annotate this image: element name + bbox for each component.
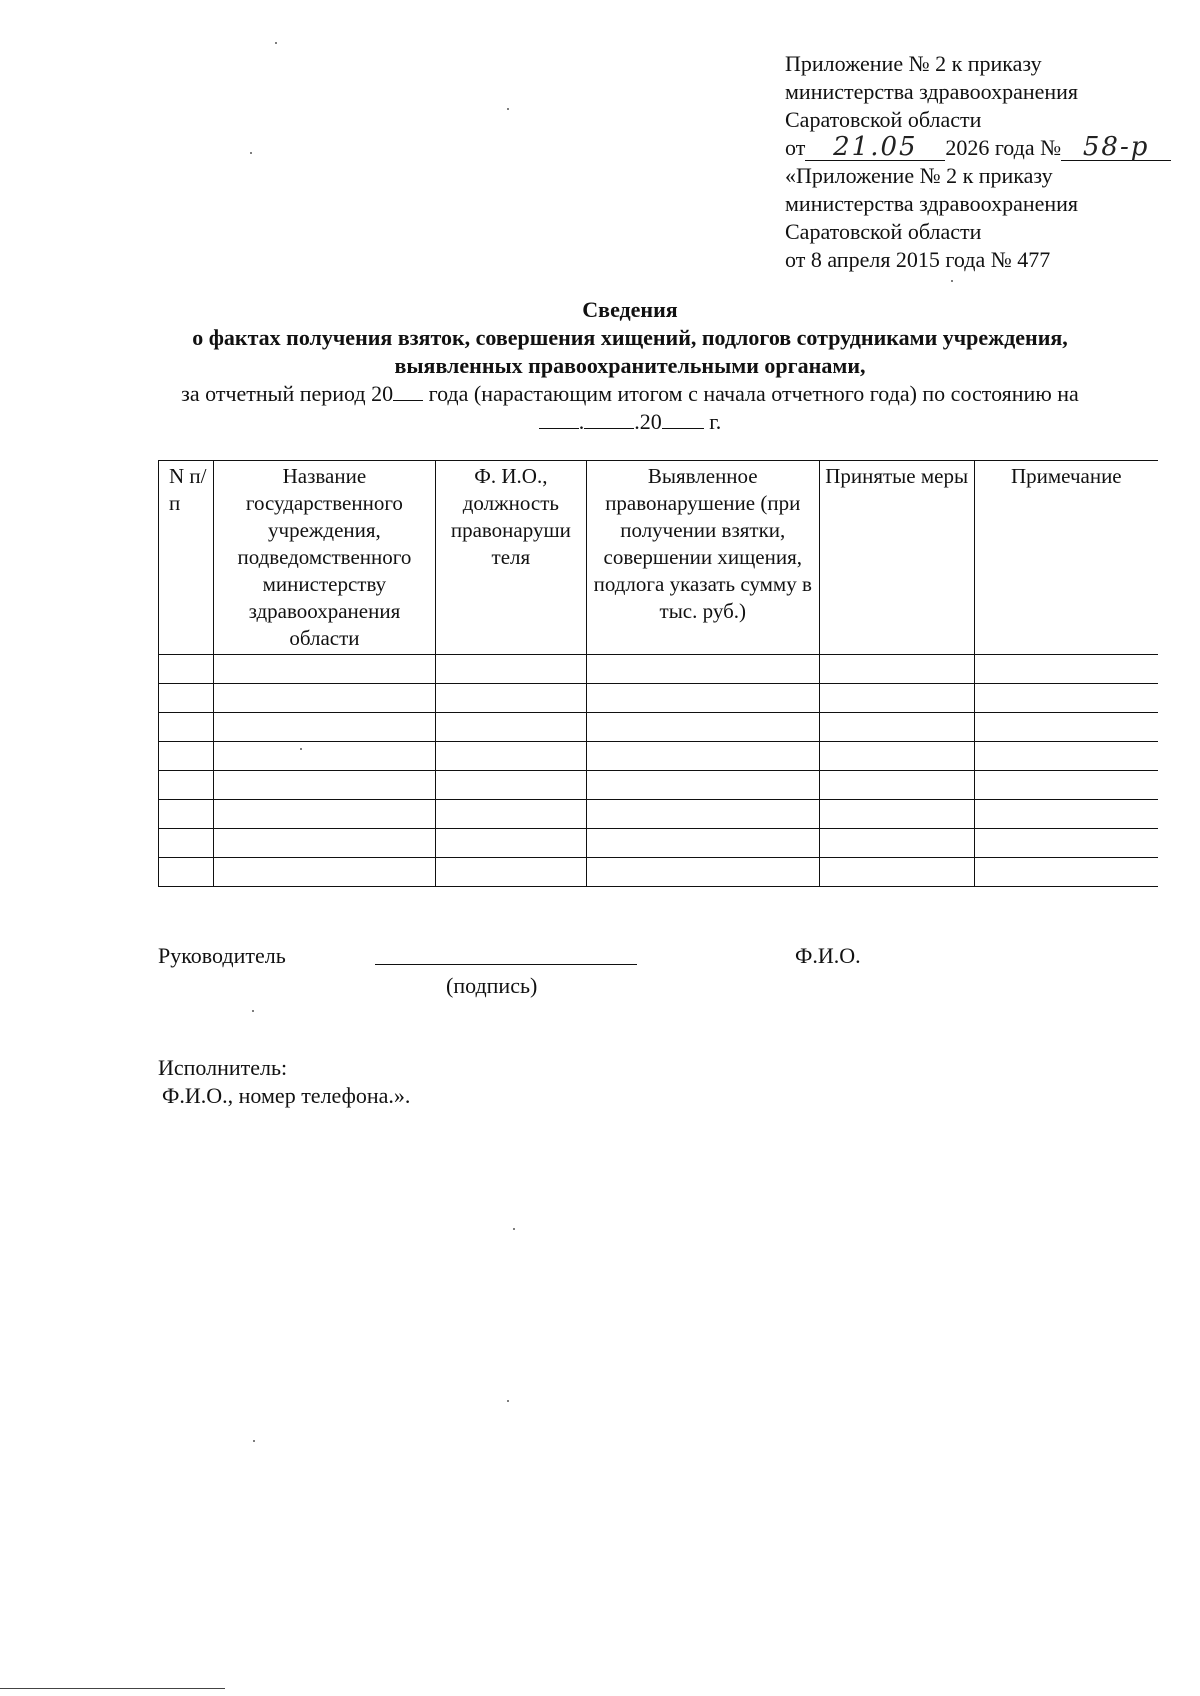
table-cell[interactable] [974,713,1158,742]
table-cell[interactable] [819,858,974,887]
table-cell[interactable] [435,771,586,800]
table-cell[interactable] [213,742,435,771]
table-row [159,771,1159,800]
scan-speck [507,1400,509,1402]
table-row [159,800,1159,829]
scan-edge-line [0,1688,225,1689]
report-title [150,296,1110,436]
period-text-a: за отчетный период 20 [181,381,394,406]
table-cell[interactable] [586,858,819,887]
table-cell[interactable] [159,684,214,713]
table-cell[interactable] [159,771,214,800]
report-table [158,460,1158,887]
table-row [159,829,1159,858]
table-cell[interactable] [819,829,974,858]
table-cell[interactable] [586,829,819,858]
table-header-row [159,461,1159,655]
executor-value: Ф.И.О., номер телефона.». [162,1083,411,1108]
date-suffix: г. [709,409,722,434]
appendix-line-2: министерства здравоохранения [785,79,1079,104]
table-cell[interactable] [974,742,1158,771]
header-measures: Принятые меры [819,461,974,655]
title-subtitle-1: о фактах получения взяток, совершения хищений, подлогов сотрудниками учреждения, [192,325,1068,350]
table-cell[interactable] [435,655,586,684]
table-cell[interactable] [819,800,974,829]
appendix-line-5: «Приложение № 2 к приказу [785,163,1053,188]
day-blank [539,410,579,429]
scan-speck [275,42,277,44]
executor-label: Исполнитель: [158,1055,288,1080]
table-cell[interactable] [586,800,819,829]
appendix-line-7: Саратовской области [785,219,982,244]
table-cell[interactable] [435,684,586,713]
header-note: Примечание [974,461,1158,655]
table-cell[interactable] [213,713,435,742]
table-cell[interactable] [213,655,435,684]
header-number: N п/п [159,461,214,655]
table-cell[interactable] [213,771,435,800]
table-cell[interactable] [586,684,819,713]
table-cell[interactable] [819,713,974,742]
manager-label: Руководитель [158,943,286,968]
scan-speck [253,1440,255,1442]
scan-speck [300,748,302,750]
table-cell[interactable] [435,829,586,858]
table-cell[interactable] [586,655,819,684]
table-row [159,684,1159,713]
table-cell[interactable] [159,829,214,858]
handwritten-order-number: 58-р [1061,134,1171,161]
period-line [150,380,1110,408]
table-cell[interactable] [974,858,1158,887]
table-cell[interactable] [213,858,435,887]
year-text: 2026 года № [945,135,1062,160]
handwritten-date: 21.05 [805,134,945,161]
table-row [159,858,1159,887]
table-row [159,713,1159,742]
appendix-line-8: от 8 апреля 2015 года № 477 [785,247,1051,272]
table-cell[interactable] [159,800,214,829]
table-cell[interactable] [819,771,974,800]
scan-speck [250,152,252,154]
table-cell[interactable] [974,655,1158,684]
table-cell[interactable] [586,713,819,742]
table-row [159,655,1159,684]
appendix-line-3: Саратовской области [785,107,982,132]
table-cell[interactable] [435,713,586,742]
table-cell[interactable] [213,829,435,858]
date-prefix: от [785,135,806,160]
table-cell[interactable] [213,684,435,713]
table-cell[interactable] [974,829,1158,858]
title-heading: Сведения [582,297,678,322]
appendix-header [785,50,1185,274]
manager-name-label: Ф.И.О. [795,943,861,968]
year-blank [393,382,423,401]
as-of-date-line [150,408,1110,436]
table-cell[interactable] [974,800,1158,829]
order-date-line [785,134,1185,162]
table-cell[interactable] [159,742,214,771]
table-cell[interactable] [819,742,974,771]
date-sep-1: . [578,409,585,434]
scan-speck [252,1010,254,1012]
table-cell[interactable] [435,742,586,771]
appendix-line-1: Приложение № 2 к приказу [785,51,1042,76]
table-cell[interactable] [819,655,974,684]
table-cell[interactable] [159,858,214,887]
period-text-b: года (нарастающим итогом с начала отчетного года) по состоянию на [428,381,1079,406]
table-cell[interactable] [213,800,435,829]
table-cell[interactable] [974,771,1158,800]
date-sep-2: .20 [634,409,662,434]
year-suffix-blank [662,410,704,429]
scan-speck [507,108,509,110]
header-offender: Ф. И.О., должность правонаруши теля [435,461,586,655]
table-cell[interactable] [974,684,1158,713]
table-cell[interactable] [819,684,974,713]
scan-speck [513,1228,515,1230]
table-cell[interactable] [159,655,214,684]
appendix-line-6: министерства здравоохранения [785,191,1079,216]
title-subtitle-2: выявленных правоохранительными органами, [394,353,866,378]
scan-speck [951,280,953,282]
month-blank [584,410,634,429]
table-cell[interactable] [435,800,586,829]
table-cell[interactable] [435,858,586,887]
header-violation: Выявленное правонарушение (при получении взятки, совершении хищения, подлога указать сумму в тыс. руб.) [586,461,819,655]
signature-caption: (подпись) [446,973,538,998]
table-row [159,742,1159,771]
signature-line[interactable] [375,964,637,965]
table-cell[interactable] [586,771,819,800]
table-cell[interactable] [159,713,214,742]
header-institution: Название государственного учреждения, подведомственного министерству здравоохранения области [213,461,435,655]
table-cell[interactable] [586,742,819,771]
